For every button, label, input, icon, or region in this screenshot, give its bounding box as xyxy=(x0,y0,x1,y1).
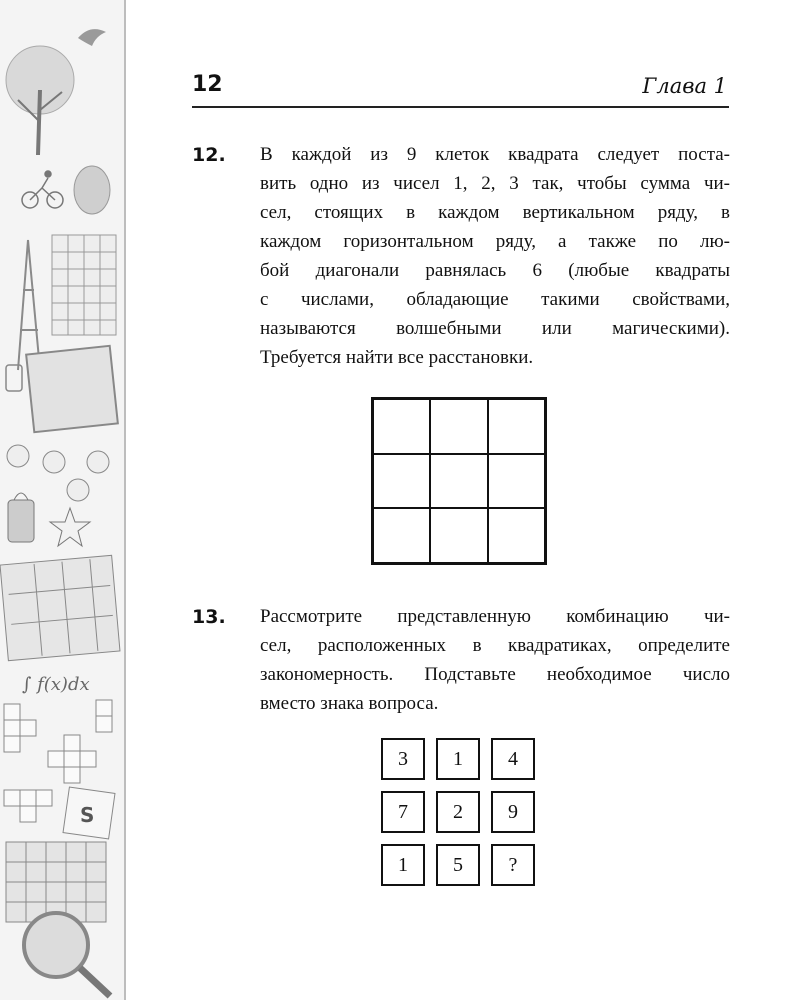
grid-cell xyxy=(430,454,487,509)
text-line: каждом горизонтальном ряду, а также по лю- xyxy=(260,231,730,252)
integral-formula: ∫ f(x)dx xyxy=(22,674,90,695)
star-icon xyxy=(50,508,90,546)
grid-cell xyxy=(430,508,487,563)
eiffel-tower-icon xyxy=(18,240,40,370)
fraction-circles-icon xyxy=(7,445,109,501)
picture-grid-icon xyxy=(6,842,106,922)
text-line: вместо знака вопроса. xyxy=(260,693,439,714)
text-line: Рассмотрите представленную комбинацию чи- xyxy=(260,606,730,627)
question-mark-box: ? xyxy=(491,844,535,886)
text-line: закономерность. Подставьте необходимое число xyxy=(260,664,730,685)
magnifying-glass-icon xyxy=(24,913,110,996)
phone-icon xyxy=(6,365,22,391)
number-box: 2 xyxy=(436,791,480,833)
grid-cell xyxy=(373,399,430,454)
puzzle-panel-icon xyxy=(26,346,118,432)
bicycle-icon xyxy=(22,171,63,208)
grid-cell xyxy=(488,454,545,509)
margin-collage xyxy=(0,0,124,1000)
lantern-icon xyxy=(8,493,34,542)
problem-12-text xyxy=(260,140,730,372)
number-box: 1 xyxy=(381,844,425,886)
number-box-grid xyxy=(381,738,534,886)
grid-cell xyxy=(488,508,545,563)
figure-grid-icon xyxy=(0,555,120,660)
problem-12-number: 12. xyxy=(192,144,226,166)
number-box: 7 xyxy=(381,791,425,833)
bird-icon xyxy=(78,29,106,46)
grid-cell xyxy=(488,399,545,454)
problem-13-text xyxy=(260,602,730,718)
text-line: В каждой из 9 клеток квадрата следует поста- xyxy=(260,144,730,165)
decorative-margin-illustration xyxy=(0,0,126,1000)
chapter-title: Глава 1 xyxy=(642,74,727,98)
number-box: 5 xyxy=(436,844,480,886)
text-line: бой диагонали равнялась 6 (любые квадраты xyxy=(260,260,730,281)
portrait-icon xyxy=(74,166,110,214)
text-line: сел, расположенных в квадратиках, определите xyxy=(260,635,730,656)
sulfur-element-icon xyxy=(63,787,115,839)
page-number: 12 xyxy=(192,72,223,97)
grid-cell xyxy=(373,508,430,563)
svg-text:S: S xyxy=(80,803,95,827)
text-line: вить одно из чисел 1, 2, 3 так, чтобы сумма чи- xyxy=(260,173,730,194)
grid-cell xyxy=(373,454,430,509)
text-line: Требуется найти все расстановки. xyxy=(260,347,534,368)
number-box: 9 xyxy=(491,791,535,833)
number-box: 4 xyxy=(491,738,535,780)
problem-13-number: 13. xyxy=(192,606,226,628)
text-line: сел, стоящих в каждом вертикальном ряду, в xyxy=(260,202,730,223)
word-search-icon xyxy=(52,235,116,335)
text-line: с числами, обладающие такими свойствами, xyxy=(260,289,730,310)
magic-square-grid xyxy=(371,397,547,565)
page-header xyxy=(192,66,729,108)
tree-icon xyxy=(6,46,74,155)
text-line: называются волшебными или магическими). xyxy=(260,318,730,339)
number-box: 3 xyxy=(381,738,425,780)
number-box: 1 xyxy=(436,738,480,780)
grid-cell xyxy=(430,399,487,454)
